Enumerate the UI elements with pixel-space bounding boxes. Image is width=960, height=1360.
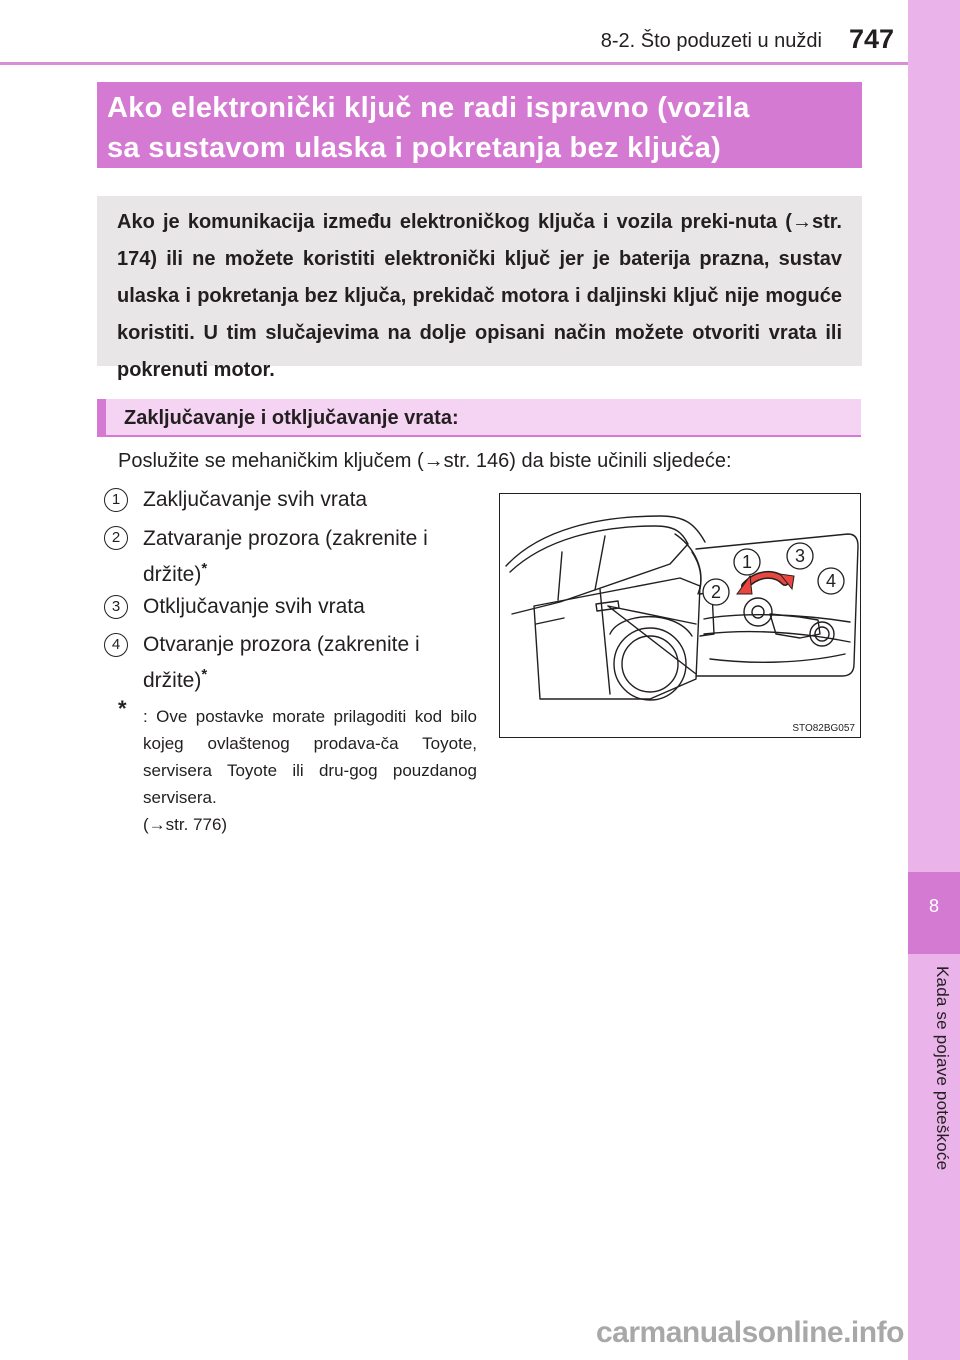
callout-2: 2	[710, 582, 722, 602]
step-3-text: Otključavanje svih vrata	[143, 595, 365, 618]
intro-box	[97, 196, 862, 381]
step-4	[143, 630, 483, 696]
header-divider	[0, 62, 908, 65]
main-heading-line-1: Ako elektronički ključ ne radi ispravno (vozila	[107, 92, 750, 124]
asterisk-mark: *	[201, 560, 208, 577]
intro-text: Ako je komunikacija između elektroničkog ključa i vozila preki-nuta (→str. 174) ili ne možete koristiti elektronički ključ jer je baterija prazna, sustav ulaska i pokretanja bez ključa, prekidač motora i daljinski ključ nije moguće koristiti. U tim slučajevima na dolje opisani način možete otvoriti vrata ili pokrenuti motor.	[117, 211, 842, 381]
chapter-number: 8	[928, 896, 939, 916]
sub-heading	[97, 399, 861, 437]
section-title: 8-2. Što poduzeti u nuždi	[600, 30, 822, 52]
callout-3: 3	[794, 546, 806, 566]
asterisk-mark: *	[201, 666, 208, 683]
watermark: carmanualsonline.info	[596, 1316, 904, 1349]
step-number-1: 1	[104, 488, 128, 512]
door-lock-illustration	[499, 493, 861, 738]
figure-code: STO82BG057	[792, 723, 855, 734]
step-4-text: Otvaranje prozora (zakrenite i	[143, 633, 420, 656]
step-2	[143, 524, 483, 590]
main-heading	[97, 82, 862, 168]
step-number-4: 4	[104, 633, 128, 657]
callout-1: 1	[741, 552, 753, 572]
footnote	[143, 703, 477, 838]
step-number-3: 3	[104, 595, 128, 619]
step-1	[143, 485, 483, 515]
footnote-body: : Ove postavke morate prilagoditi kod bilo kojeg ovlaštenog prodava-ča Toyote, servisera Toyote ili dru-gog pouzdanog servisera.	[143, 707, 477, 807]
sub-heading-text: Zaključavanje i otključavanje vrata:	[124, 407, 459, 429]
page-number: 747	[848, 24, 894, 54]
car-door-drawing	[500, 494, 861, 738]
callout-4: 4	[825, 571, 837, 591]
step-4-text-2: držite)	[143, 669, 202, 692]
lead-text: Poslužite se mehaničkim ključem (→str. 146) da biste učinili sljedeće:	[118, 450, 732, 472]
step-1-text: Zaključavanje svih vrata	[143, 488, 368, 511]
footnote-reference: (→str. 776)	[143, 815, 228, 834]
step-number-2: 2	[104, 526, 128, 550]
step-3	[143, 592, 483, 622]
main-heading-line-2: sa sustavom ulaska i pokretanja bez ključa)	[107, 132, 722, 164]
footnote-mark: *	[118, 696, 127, 721]
chapter-title: Kada se pojave poteškoće	[933, 966, 952, 1171]
step-2-text: Zatvaranje prozora (zakrenite i	[143, 527, 428, 550]
step-2-text-2: držite)	[143, 563, 202, 586]
